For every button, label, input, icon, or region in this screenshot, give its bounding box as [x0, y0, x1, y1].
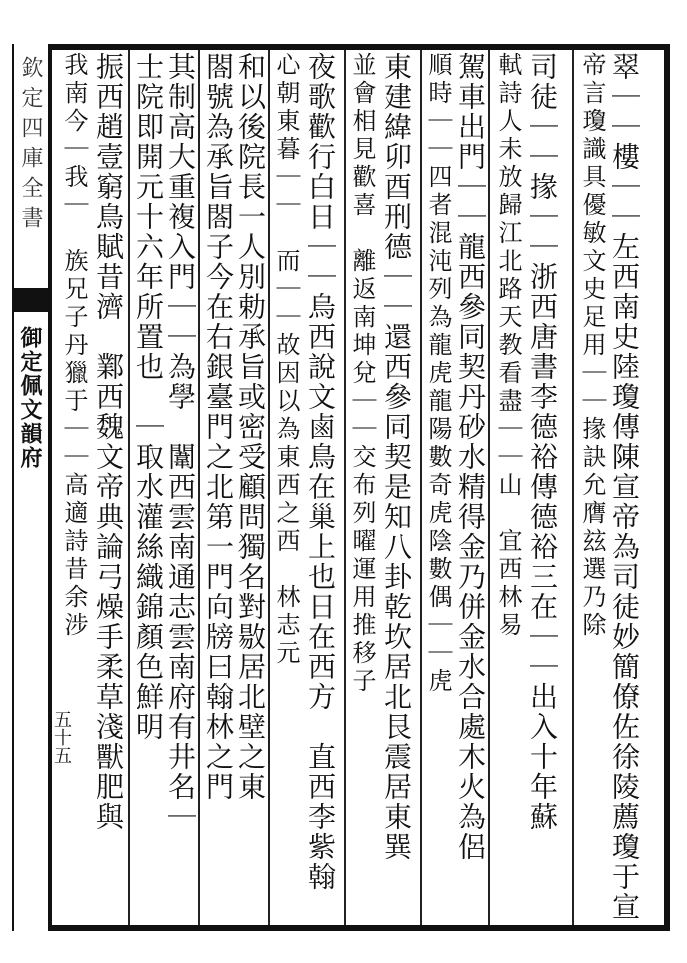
text-column: 順時｜｜四者混沌列為龍虎龍陽數奇虎陰數偶｜｜虎 [424, 52, 452, 696]
text-column: 東建緯卯酉刑德｜｜還西參同契是知八卦乾坎居北艮震居東巽 [380, 52, 413, 862]
frame-left-border [48, 44, 52, 931]
page-number: 五十五 [51, 710, 72, 764]
text-column: 其制高大重複入門｜｜為學 闈西雲南通志雲南府有井名｜ [164, 52, 197, 832]
text-column: 並會相見歡喜 離返南坤兌｜｜交布列曜運用推移子 [348, 52, 376, 696]
margin-header: 欽定四庫全書 [18, 56, 43, 236]
text-column: 閤號為承旨閤子今在右銀臺門之北第一門向牓曰翰林之門 [202, 52, 235, 802]
text-column: 士院即開元十六年所置也 ｜取水灌絲織錦顏色鮮明 [132, 52, 165, 742]
column-rule [488, 50, 490, 925]
text-column: 帝言瓊識具優敏文史足用｜｜掾訣允膺玆選乃除 [578, 52, 606, 640]
frame-right-border [664, 44, 670, 931]
frame-top-border [50, 44, 670, 50]
text-column: 振西趙壹窮鳥賦昔濟 鄴西魏文帝典論弓燥手柔草淺獸肥與 [92, 52, 125, 832]
margin-book-title: 御定佩文韻府 [17, 326, 43, 470]
text-column: 駕車出門｜｜龍西參同契丹砂水精得金乃併金水合處木火為侶 [454, 52, 487, 862]
text-column: 翠｜｜樓｜｜左西南史陸瓊傳陳宣帝為司徒妙簡僚佐徐陵薦瓊于宣 [608, 52, 641, 922]
text-column: 我南今｜我｜ 族兄子丹獵于｜｜高適詩昔余涉 [60, 52, 88, 640]
text-column: 軾詩人未放歸江北路天教看盡｜｜山 宜西林易 [494, 52, 522, 640]
column-rule [268, 50, 270, 925]
column-rule [198, 50, 200, 925]
frame-bottom-border [50, 925, 670, 931]
text-column: 心朝東暮｜｜ 而｜｜故因以為東西之西 林志元 [272, 52, 300, 668]
text-column: 夜歌歡行白日｜｜烏西說文鹵鳥在巢上也日在西方 直西李紫翰 [304, 52, 337, 892]
text-column: 司徒｜｜掾｜｜浙西唐書李德裕傳德裕三在｜｜出入十年蘇 [526, 52, 559, 832]
gutter-rule [12, 44, 14, 931]
column-rule [572, 50, 574, 925]
text-column: 和以後院長一人別勅承旨或密受顧問獨名對敭居北壁之東 [234, 52, 267, 802]
fish-tail-mark [14, 288, 48, 312]
column-rule [128, 50, 130, 925]
column-rule [420, 50, 422, 925]
column-rule [344, 50, 346, 925]
